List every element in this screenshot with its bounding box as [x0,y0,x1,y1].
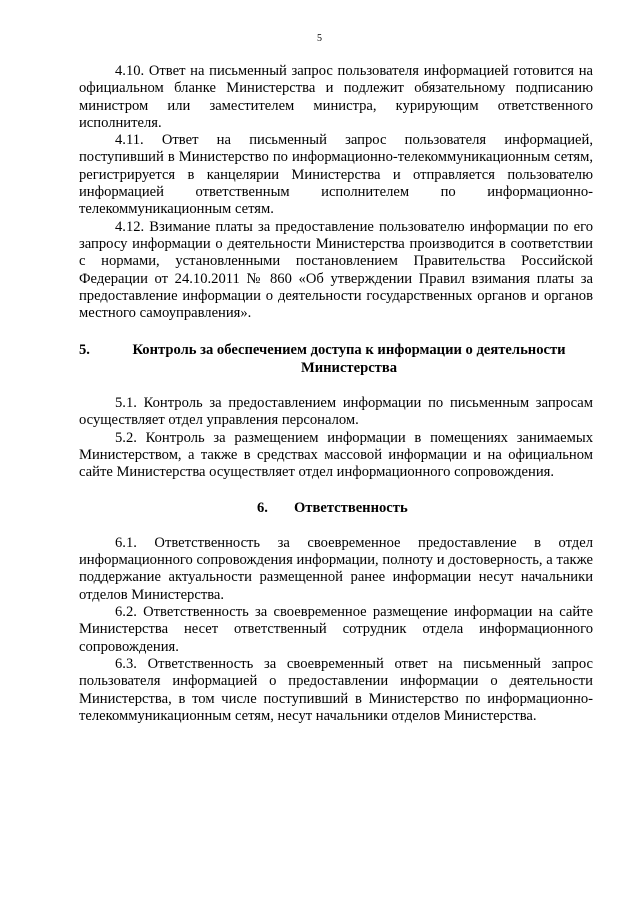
paragraph-6-1: 6.1. Ответственность за своевременное предоставление в отдел информационного сопровождения информации, полноту и достоверность, а также поддержание актуальности размещенной ранее информации несут начальники отделов Министерства. [79,534,593,603]
paragraph-5-1: 5.1. Контроль за предоставлением информации по письменным запросам осуществляет отдел управления персоналом. [79,395,593,429]
paragraph-4-12: 4.12. Взимание платы за предоставление пользователю информации по его запросу информации о деятельности Министерства производится в соответствии с нормами, установленными постановлением Правительства Российской Федерации от 24.10.2011 № 860 «Об утверждении Правил взимания платы за предоставление информации о деятельности государственных органов и органов местного самоуправления». [79,218,593,322]
paragraph-6-2: 6.2. Ответственность за своевременное размещение информации на сайте Министерства несет ответственный сотрудник отдела информационного сопровождения. [79,604,593,655]
section-6-heading [79,500,593,517]
page-number: 5 [317,33,322,44]
section-5-heading [79,342,593,377]
section-6-number: 6. [257,499,268,516]
paragraph-4-11: 4.11. Ответ на письменный запрос пользователя информацией, поступивший в Министерство по информационно-телекоммуникационным сетям, регистрируется в канцелярии Министерства и отправляется пользователю информацией ответственным исполнителем по информационно-телекоммуникационным сетям. [79,132,593,218]
section-5-number: 5. [79,342,90,359]
section-6-title: Ответственность [293,499,408,516]
document-body [79,63,593,725]
paragraph-4-10: 4.10. Ответ на письменный запрос пользователя информацией готовится на официальном бланке Министерства и подлежит обязательному подписанию министром или заместителем министра, курирующим ответственного исполнителя. [79,63,593,131]
paragraph-5-2: 5.2. Контроль за размещением информации в помещениях занимаемых Министерством, а также в средствах массовой информации и на официальном сайте Министерства осуществляет отдел информационного сопровождения. [79,429,593,481]
paragraph-6-3: 6.3. Ответственность за своевременный ответ на письменный запрос пользователя информацией о предоставлении информации о деятельности Министерства, в том числе поступивший в Министерство по информационно-телекоммуникационным сетям, несут начальники отделов Министерства. [79,655,593,724]
section-5-title: Контроль за обеспечением доступа к информации о деятельности Министерства [132,342,566,376]
